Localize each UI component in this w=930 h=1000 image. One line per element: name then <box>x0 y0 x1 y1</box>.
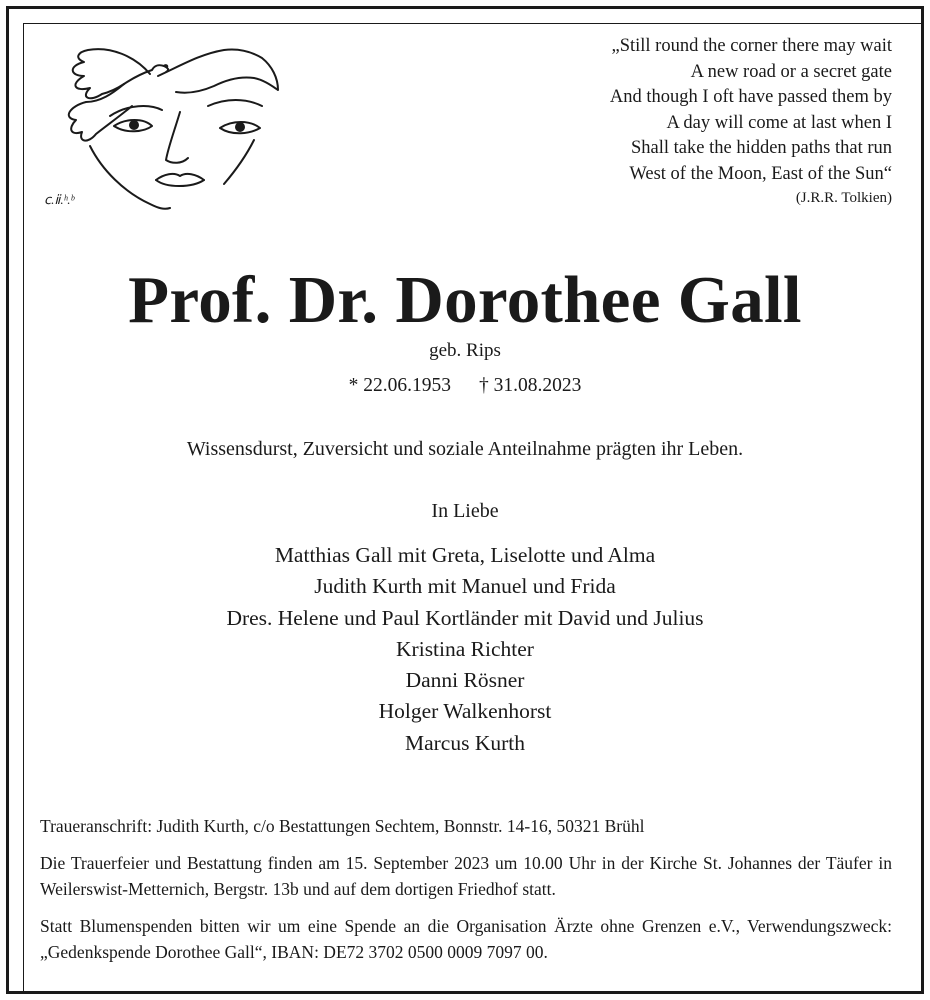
funeral-info: Die Trauerfeier und Bestattung finden am 15. September 2023 um 10.00 Uhr in der Kirche St. Johannes der Täufer in Weilerswist-Metternich, Bergstr. 13b und auf dem dortigen Friedhof statt. <box>40 853 892 899</box>
poem-line: A new road or a secret gate <box>690 61 892 82</box>
death-date: † 31.08.2023 <box>479 375 582 396</box>
life-quote: Wissensdurst, Zuversicht und soziale Anteilnahme prägten ihr Leben. <box>186 438 744 460</box>
birth-date: * 22.06.1953 <box>348 375 451 396</box>
life-dates <box>0 375 930 397</box>
mourner: Dres. Helene und Paul Kortländer mit David und Julius <box>226 605 704 630</box>
artwork-signature: ⅽ.ⅱ.ʰ.ᵇ <box>44 192 75 207</box>
tolkien-poem <box>610 34 892 208</box>
poem-line: Shall take the hidden paths that run <box>631 138 892 159</box>
poem-line: „Still round the corner there may wait <box>611 36 892 56</box>
birth-name: geb. Rips <box>429 340 501 361</box>
mourning-address: Traueranschrift: Judith Kurth, c/o Bestattungen Sechtem, Bonnstr. 14-16, 50321 Brühl <box>40 816 645 836</box>
mourner: Marcus Kurth <box>404 730 525 755</box>
notes-section <box>40 813 892 976</box>
poem-line: And though I oft have passed them by <box>609 87 892 108</box>
mourner: Kristina Richter <box>396 636 534 661</box>
poem-line: West of the Moon, East of the Sun“ <box>629 163 892 184</box>
poem-line: A day will come at last when I <box>666 112 892 133</box>
poem-author: (J.R.R. Tolkien) <box>795 189 892 206</box>
mourner: Danni Rösner <box>405 668 525 693</box>
mourner: Holger Walkenhorst <box>378 699 552 724</box>
mourner: Matthias Gall mit Greta, Liselotte und Alma <box>274 543 656 567</box>
deceased-name: Prof. Dr. Dorothee Gall <box>128 263 802 337</box>
donation-info: Statt Blumenspenden bitten wir um eine Spende an die Organisation Ärzte ohne Grenzen e.V., Verwendungszweck: „Gedenkspende Dorothee Gall“, IBAN: DE72 3702 0500 0009 7097 00. <box>40 916 892 962</box>
mourner: Judith Kurth mit Manuel und Frida <box>314 574 616 599</box>
in-love-heading: In Liebe <box>431 500 499 522</box>
dove-face-drawing <box>40 36 290 216</box>
mourners-list <box>0 540 930 759</box>
